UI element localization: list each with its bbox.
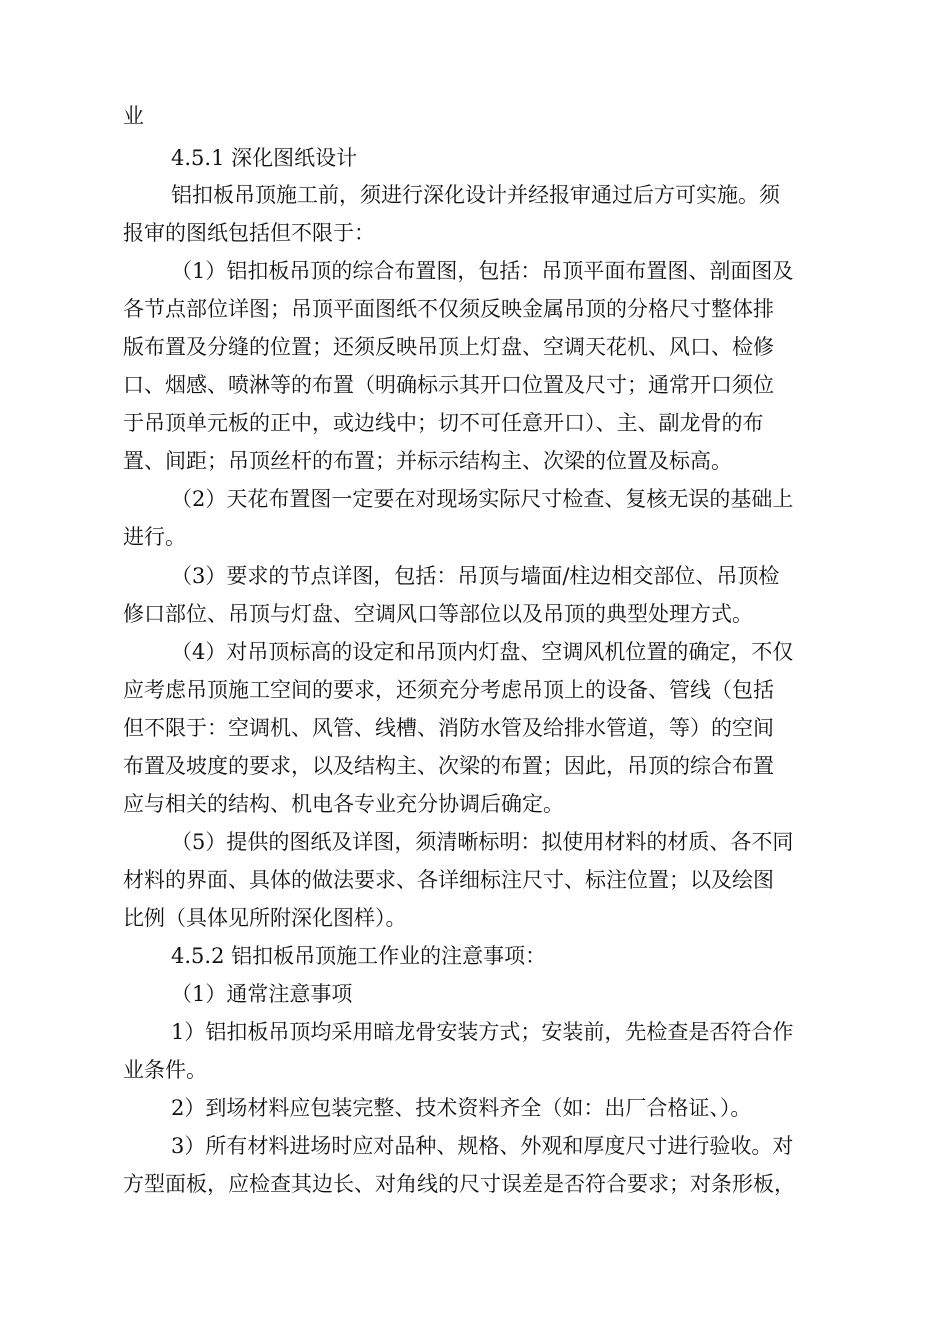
text-line: 报审的图纸包括但不限于： xyxy=(123,221,375,245)
text-line: 各节点部位详图；吊顶平面图纸不仅须反映金属吊顶的分格尺寸整体排 xyxy=(123,297,774,321)
text-line: 3）所有材料进场时应对品种、规格、外观和厚度尺寸进行验收。对 xyxy=(171,1134,794,1158)
text-line: （2）天花布置图一定要在对现场实际尺寸检查、复核无误的基础上 xyxy=(171,487,794,511)
section-heading: 4.5.1 深化图纸设计 xyxy=(171,146,358,170)
text-line: 口、烟感、喷淋等的布置（明确标示其开口位置及尺寸；通常开口须位 xyxy=(123,373,774,397)
text-line: （3）要求的节点详图，包括：吊顶与墙面/柱边相交部位、吊顶检 xyxy=(171,564,780,588)
text-line: 2）到场材料应包装完整、技术资料齐全（如：出厂合格证、）。 xyxy=(171,1096,752,1120)
text-line: 业条件。 xyxy=(123,1058,207,1082)
text-line: 进行。 xyxy=(123,525,186,549)
text-line: 应考虑吊顶施工空间的要求，还须充分考虑吊顶上的设备、管线（包括 xyxy=(123,678,774,702)
text-line: 铝扣板吊顶施工前，须进行深化设计并经报审通过后方可实施。须 xyxy=(171,183,780,207)
text-line: 布置及坡度的要求，以及结构主、次梁的布置；因此，吊顶的综合布置 xyxy=(123,754,774,778)
text-line: 方型面板，应检查其边长、对角线的尺寸误差是否符合要求；对条形板， xyxy=(123,1172,795,1196)
text-line: 材料的界面、具体的做法要求、各详细标注尺寸、标注位置；以及绘图 xyxy=(123,868,774,892)
text-line: 版布置及分缝的位置；还须反映吊顶上灯盘、空调天花机、风口、检修 xyxy=(123,335,774,359)
text-line: 1）铝扣板吊顶均采用暗龙骨安装方式；安装前，先检查是否符合作 xyxy=(171,1020,794,1044)
text-line: （1）铝扣板吊顶的综合布置图，包括：吊顶平面布置图、剖面图及 xyxy=(171,259,794,283)
text-line: （4）对吊顶标高的设定和吊顶内灯盘、空调风机位置的确定，不仅 xyxy=(171,640,794,664)
text-line: 但不限于：空调机、风管、线槽、消防水管及给排水管道，等）的空间 xyxy=(123,716,774,740)
text-line: 修口部位、吊顶与灯盘、空调风口等部位以及吊顶的典型处理方式。 xyxy=(123,602,753,626)
text-line: 于吊顶单元板的正中，或边线中；切不可任意开口）、主、副龙骨的布 xyxy=(123,411,764,435)
text-line: （1）通常注意事项 xyxy=(171,982,353,1006)
text-line: 比例（具体见所附深化图样）。 xyxy=(123,906,407,930)
section-heading: 4.5.2 铝扣板吊顶施工作业的注意事项： xyxy=(171,944,547,968)
text-line: 置、间距；吊顶丝杆的布置；并标示结构主、次梁的位置及标高。 xyxy=(123,449,732,473)
text-line: （5）提供的图纸及详图，须清晰标明：拟使用材料的材质、各不同 xyxy=(171,830,794,854)
text-line: 业 xyxy=(123,104,144,128)
text-line: 应与相关的结构、机电各专业充分协调后确定。 xyxy=(123,792,564,816)
